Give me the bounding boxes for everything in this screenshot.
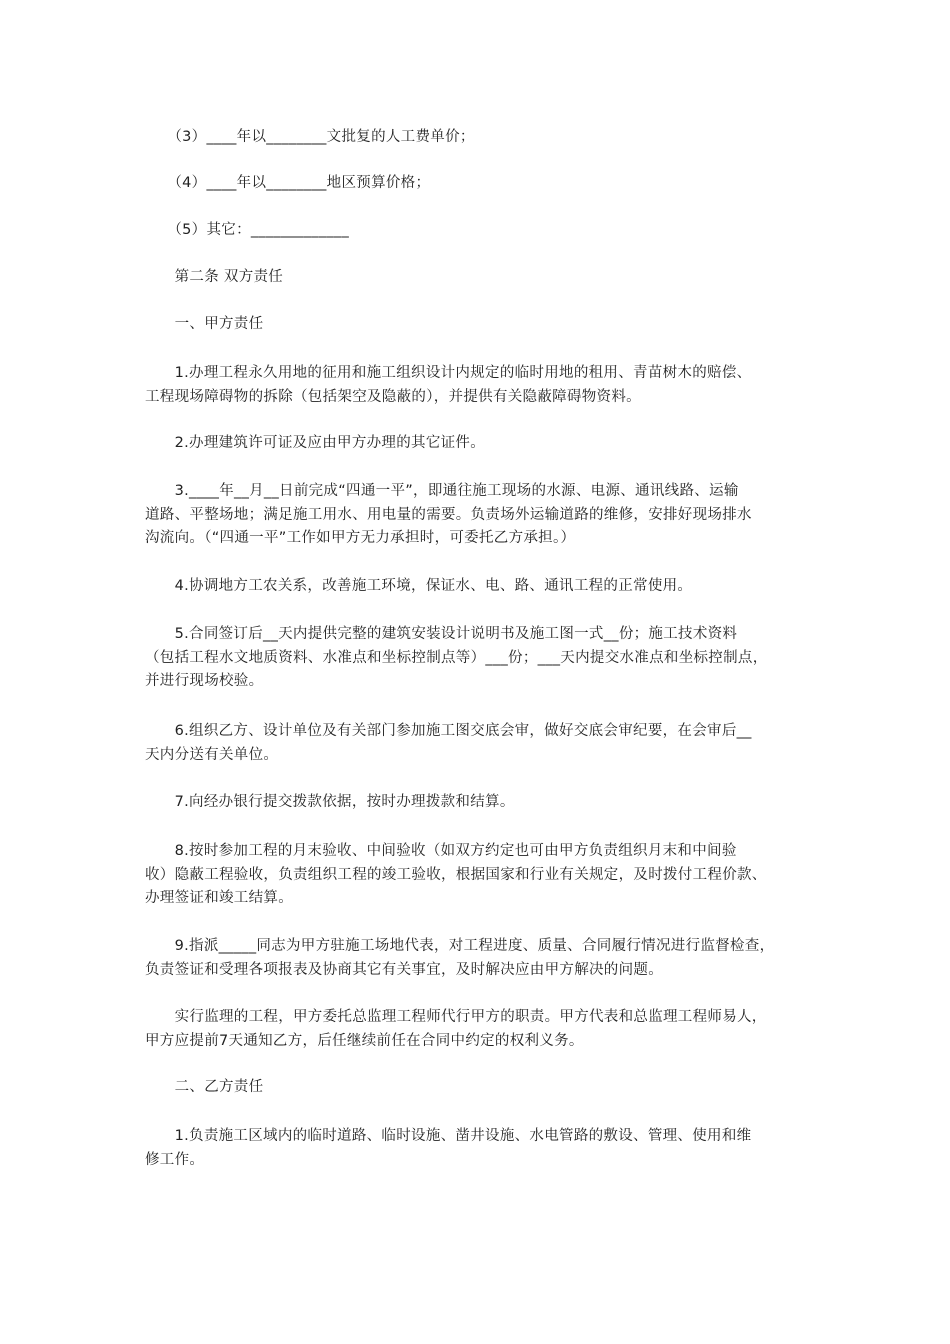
- party-a-item-5: [145, 623, 810, 694]
- text-line: 道路、平整场地；满足施工用水、用电量的需要。负责场外运输道路的维修，安排好现场排水: [145, 506, 752, 523]
- text-line: 负责签证和受理各项报表及协商其它有关事宜，及时解决应由甲方解决的问题。: [145, 961, 663, 978]
- text-line: 修工作。: [145, 1151, 205, 1168]
- text-line: 5.合同签订后__天内提供完整的建筑安装设计说明书及施工图一式__份；施工技术资料: [145, 626, 738, 642]
- text-line: （3）____年以________文批复的人工费单价；: [145, 129, 475, 145]
- section-heading: 第二条 双方责任: [145, 269, 284, 285]
- text-line: 4.协调地方工农关系，改善施工环境，保证水、电、路、通讯工程的正常使用。: [145, 578, 693, 594]
- supervision-paragraph: [145, 1006, 810, 1053]
- text-line: 甲方应提前7天通知乙方，后任继续前任在合同中约定的权利义务。: [145, 1032, 584, 1049]
- clause-3-labor-price: [145, 126, 810, 150]
- text-line: 6.组织乙方、设计单位及有关部门参加施工图交底会审，做好交底会审纪要，在会审后__: [145, 723, 752, 739]
- party-a-item-4: [145, 575, 810, 599]
- party-a-item-1: [145, 362, 810, 409]
- party-b-heading: [145, 1076, 810, 1100]
- text-line: 天内分送有关单位。: [145, 746, 279, 763]
- clause-5-other: [145, 219, 810, 243]
- text-line: 1.办理工程永久用地的征用和施工组织设计内规定的临时用地的租用、青苗树木的赔偿、: [145, 365, 752, 381]
- party-a-heading: [145, 313, 810, 337]
- text-line: （包括工程水文地质资料、水准点和坐标控制点等）___份；___天内提交水准点和坐标控制点，: [145, 649, 768, 666]
- article-2-heading: [145, 266, 810, 290]
- text-line: 沟流向。（“四通一平”工作如甲方无力承担时，可委托乙方承担。）: [145, 530, 576, 546]
- text-line: 并进行现场校验。: [145, 673, 264, 689]
- text-line: 9.指派_____同志为甲方驻施工场地代表，对工程进度、质量、合同履行情况进行监督检查，: [145, 938, 775, 954]
- text-line: 1.负责施工区域内的临时道路、临时设施、凿井设施、水电管路的敷设、管理、使用和维: [145, 1128, 752, 1144]
- party-b-item-1: [145, 1125, 810, 1172]
- party-a-item-8: [145, 840, 810, 911]
- text-line: 收）隐蔽工程验收，负责组织工程的竣工验收，根据国家和行业有关规定，及时拨付工程价款、: [145, 866, 767, 883]
- text-line: 办理签证和竣工结算。: [145, 890, 293, 906]
- text-line: 实行监理的工程，甲方委托总监理工程师代行甲方的职责。甲方代表和总监理工程师易人，: [145, 1009, 767, 1025]
- text-line: 8.按时参加工程的月末验收、中间验收（如双方约定也可由甲方负责组织月末和中间验: [145, 843, 737, 859]
- party-a-item-7: [145, 791, 810, 815]
- section-heading: 一、甲方责任: [145, 316, 264, 332]
- text-line: 2.办理建筑许可证及应由甲方办理的其它证件。: [145, 435, 486, 451]
- text-line: 7.向经办银行提交拨款依据，按时办理拨款和结算。: [145, 794, 515, 810]
- text-line: 3.____年__月__日前完成“四通一平”，即通往施工现场的水源、电源、通讯线路、运输: [145, 483, 739, 499]
- text-line: （4）____年以________地区预算价格；: [145, 175, 431, 191]
- party-a-item-6: [145, 720, 810, 767]
- party-a-item-2: [145, 432, 810, 456]
- section-heading: 二、乙方责任: [145, 1079, 264, 1095]
- text-line: （5）其它：_____________: [145, 222, 350, 238]
- clause-4-regional-price: [145, 172, 810, 196]
- party-a-item-3: [145, 480, 810, 551]
- text-line: 工程现场障碍物的拆除（包括架空及隐蔽的），并提供有关隐蔽障碍物资料。: [145, 388, 641, 405]
- party-a-item-9: [145, 935, 810, 982]
